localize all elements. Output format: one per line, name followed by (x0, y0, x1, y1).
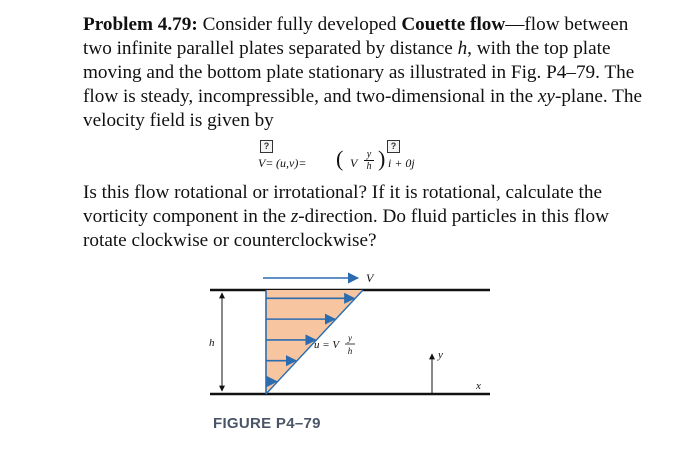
statement-part-1: Consider fully developed (197, 14, 402, 35)
equation-fraction (363, 149, 375, 172)
image-placeholder-icon: ? (387, 140, 400, 153)
figure-caption: FIGURE P4–79 (213, 415, 321, 432)
equation-close-paren: ) (378, 146, 386, 171)
equation-tail: i + 0j (388, 156, 415, 170)
statement-part-2: —flow between two infinite parallel plates separated by distance (83, 14, 629, 59)
profile-denominator: h (347, 346, 353, 356)
profile-label: u = V (314, 339, 340, 351)
statement-part-4: -plane. The velocity field is given by (83, 86, 642, 131)
equation-tuple: (u,v)= (276, 156, 307, 170)
question-part-2: -direction. Do fluid particles in this flow rotate clockwise or counterclockwise? (83, 206, 609, 251)
question-text (83, 181, 653, 253)
y-axis-label: y (438, 349, 443, 361)
equation-lhs: V (258, 156, 266, 170)
statement-part-3: , with the top plate moving and the bottom plate stationary as illustrated in Fig. P4–79. The flow is steady, incompressible, and two-dimensional in the (83, 38, 635, 107)
top-velocity-label: V (366, 271, 374, 285)
equation-V: V (350, 156, 358, 170)
fraction-denominator: h (366, 161, 372, 172)
problem-label: Problem 4.79: (83, 14, 198, 35)
equation-open-paren: ( (336, 146, 344, 171)
problem-statement (83, 13, 653, 133)
question-part-1: Is this flow rotational or irrotational? If it is rotational, calculate the vorticity component in the (83, 182, 602, 227)
profile-numerator: y (348, 333, 352, 343)
image-placeholder-icon: ? (260, 140, 273, 153)
x-axis-label: x (476, 380, 481, 392)
variable-h: h (457, 38, 468, 59)
equation-equals: = (266, 156, 273, 170)
couette-flow-figure (200, 262, 500, 402)
variable-z: z (290, 206, 299, 227)
flow-name: Couette flow (401, 14, 506, 35)
velocity-equation (252, 140, 452, 176)
fraction-numerator: y (366, 149, 372, 160)
gap-label: h (209, 337, 215, 349)
variable-xy: xy (537, 86, 555, 107)
